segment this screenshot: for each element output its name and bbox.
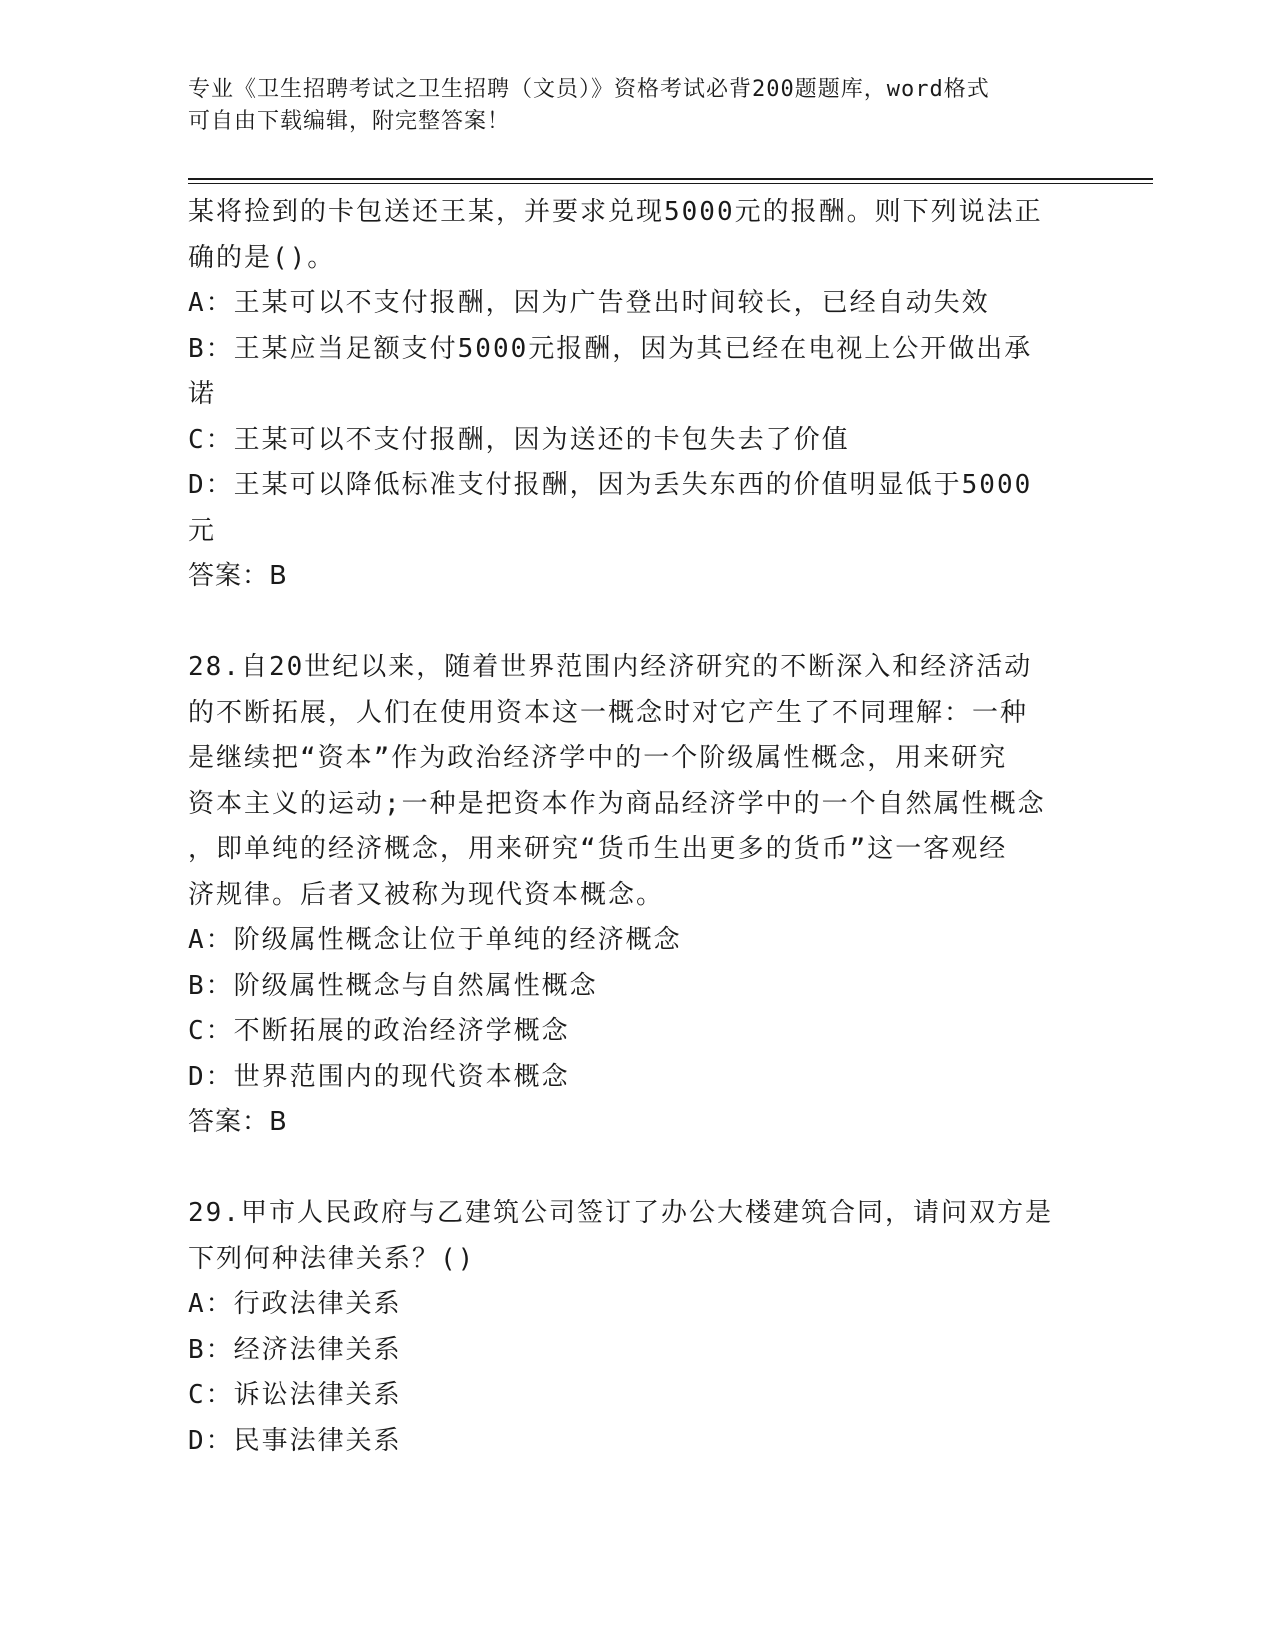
question-stem: 济规律。后者又被称为现代资本概念。 [188, 879, 665, 910]
option-c: C：王某可以不支付报酬，因为送还的卡包失去了价值 [188, 424, 850, 455]
answer-key: 答案：B [188, 561, 288, 591]
question-stem: 下列何种法律关系？() [188, 1243, 476, 1274]
option-d: D：王某可以降低标准支付报酬，因为丢失东西的价值明显低于5000 [188, 470, 1033, 500]
question-spacer [188, 600, 1088, 646]
header-divider-thick [188, 178, 1153, 180]
page-header [188, 74, 1068, 138]
header-title-line-2: 可自由下载编辑，附完整答案！ [188, 109, 511, 134]
question-stem: 确的是()。 [188, 242, 336, 273]
question-stem: ，即单纯的经济概念，用来研究“货币生出更多的货币”这一客观经 [188, 834, 1008, 864]
question-stem: 29.甲市人民政府与乙建筑公司签订了办公大楼建筑合同，请问双方是 [188, 1198, 1053, 1228]
header-title-line-1: 专业《卫生招聘考试之卫生招聘（文员）》资格考试必背200题题库，word格式 [188, 77, 990, 102]
question-28 [188, 645, 1088, 1146]
option-b: B：阶级属性概念与自然属性概念 [188, 970, 598, 1001]
header-divider-thin [188, 183, 1153, 184]
question-stem: 的不断拓展，人们在使用资本这一概念时对它产生了不同理解：一种 [188, 697, 1029, 728]
option-b: B：经济法律关系 [188, 1334, 402, 1365]
question-stem: 资本主义的运动;一种是把资本作为商品经济学中的一个自然属性概念 [188, 788, 1046, 819]
option-a: A：阶级属性概念让位于单纯的经济概念 [188, 925, 682, 955]
option-d-continued: 元 [188, 515, 217, 546]
question-stem: 某将捡到的卡包送还王某，并要求兑现5000元的报酬。则下列说法正 [188, 197, 1043, 227]
option-b: B：王某应当足额支付5000元报酬，因为其已经在电视上公开做出承 [188, 333, 1033, 364]
question-27 [188, 190, 1088, 600]
option-d: D：民事法律关系 [188, 1425, 402, 1456]
question-stem: 是继续把“资本”作为政治经济学中的一个阶级属性概念，用来研究 [188, 743, 1008, 773]
question-content [188, 190, 1088, 1464]
option-d: D：世界范围内的现代资本概念 [188, 1061, 570, 1092]
answer-key: 答案：B [188, 1107, 288, 1137]
option-a: A：行政法律关系 [188, 1289, 402, 1319]
question-spacer [188, 1146, 1088, 1192]
option-c: C：诉讼法律关系 [188, 1380, 402, 1410]
option-b-continued: 诺 [188, 379, 217, 409]
option-c: C：不断拓展的政治经济学概念 [188, 1016, 570, 1046]
question-29 [188, 1191, 1088, 1464]
option-a: A：王某可以不支付报酬，因为广告登出时间较长，已经自动失效 [188, 288, 990, 318]
question-stem: 28.自20世纪以来，随着世界范围内经济研究的不断深入和经济活动 [188, 652, 1033, 682]
